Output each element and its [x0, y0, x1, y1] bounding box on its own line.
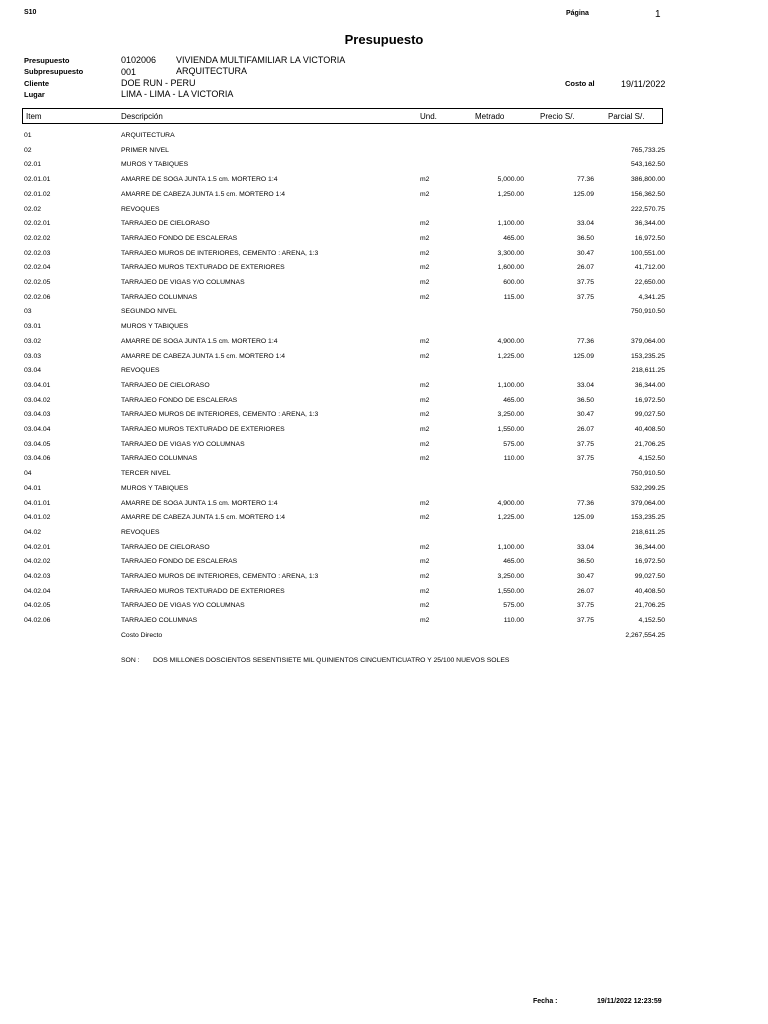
cell-metrado: 1,100.00 — [497, 543, 524, 551]
lugar-label: Lugar — [24, 90, 45, 99]
cell-parcial: 36,344.00 — [634, 543, 665, 551]
cell-metrado: 1,100.00 — [497, 220, 524, 228]
table-row — [0, 278, 768, 292]
cell-desc: AMARRE DE CABEZA JUNTA 1.5 cm. MORTERO 1:4 — [121, 352, 286, 360]
cell-parcial: 40,408.50 — [634, 426, 665, 433]
cell-item: 03.04.02 — [24, 396, 51, 404]
cell-und: m2 — [420, 337, 430, 345]
cell-parcial: 40,408.50 — [634, 587, 665, 595]
cell-precio: 30.47 — [576, 249, 594, 257]
cell-metrado: 5,000.00 — [497, 176, 524, 184]
subpresupuesto-label: Subpresupuesto — [24, 67, 84, 76]
table-row — [0, 381, 768, 395]
cell-metrado: 4,900.00 — [497, 337, 524, 345]
presupuesto-code: 0102006 — [121, 55, 157, 65]
cell-desc: AMARRE DE CABEZA JUNTA 1.5 cm. MORTERO 1:4 — [121, 190, 286, 198]
table-row — [0, 425, 768, 439]
cell-desc: REVOQUES — [121, 367, 160, 375]
cell-precio: 36.50 — [576, 234, 594, 242]
presupuesto-name: VIVIENDA MULTIFAMILIAR LA VICTORIA — [176, 55, 346, 65]
cell-desc: REVOQUES — [121, 205, 160, 213]
cell-parcial: 2,267,554.25 — [625, 631, 665, 639]
cell-item: 04.02.03 — [24, 573, 51, 580]
table-row — [0, 454, 768, 468]
cell-precio: 37.75 — [576, 293, 594, 301]
cell-und: m2 — [420, 220, 430, 228]
cell-und: m2 — [420, 190, 430, 198]
cell-desc: TARRAJEO MUROS DE INTERIORES, CEMENTO : ARENA, 1:3 — [121, 573, 319, 580]
cell-metrado: 3,250.00 — [497, 411, 524, 419]
table-row — [0, 249, 768, 263]
cell-desc: TARRAJEO FONDO DE ESCALERAS — [121, 558, 238, 566]
cell-item: 04.02.01 — [24, 543, 51, 551]
cell-item: 02.01.02 — [24, 190, 51, 198]
cell-metrado: 1,600.00 — [497, 264, 524, 272]
cell-parcial: 543,162.50 — [630, 161, 665, 169]
cell-desc: TARRAJEO COLUMNAS — [121, 293, 198, 301]
table-row — [0, 469, 768, 483]
cell-parcial: 153,235.25 — [630, 514, 665, 522]
table-row — [0, 146, 768, 160]
cell-metrado: 1,550.00 — [497, 426, 524, 433]
cell-precio: 30.47 — [576, 411, 594, 419]
cell-parcial: 765,733.25 — [630, 146, 665, 154]
cell-parcial: 36,344.00 — [634, 381, 665, 389]
system-code: S10 — [24, 9, 37, 16]
cell-und: m2 — [420, 249, 430, 257]
table-row — [0, 205, 768, 219]
cell-precio: 36.50 — [576, 396, 594, 404]
cell-item: 02.01.01 — [24, 176, 51, 184]
presupuesto-label: Presupuesto — [24, 56, 70, 65]
cell-parcial: 379,064.00 — [630, 337, 665, 345]
cell-parcial: 750,910.50 — [630, 308, 665, 316]
cell-precio: 125.09 — [573, 190, 594, 198]
cell-item: 03 — [24, 308, 32, 316]
son-label: SON : — [121, 657, 140, 664]
table-row — [0, 410, 768, 424]
col-precio: Precio S/. — [540, 112, 575, 121]
cell-metrado: 3,300.00 — [497, 249, 524, 257]
cell-parcial: 532,299.25 — [630, 484, 665, 492]
cell-parcial: 386,800.00 — [630, 176, 665, 184]
col-descripcion: Descripción — [121, 112, 163, 121]
cell-desc: TARRAJEO DE VIGAS Y/O COLUMNAS — [121, 279, 245, 286]
cell-precio: 37.75 — [576, 455, 594, 463]
lugar-value: LIMA - LIMA - LA VICTORIA — [121, 89, 234, 99]
table-row — [0, 440, 768, 454]
cell-metrado: 575.00 — [503, 440, 524, 448]
table-row — [0, 631, 768, 645]
table-header — [22, 108, 663, 124]
cell-desc: AMARRE DE SOGA JUNTA 1.5 cm. MORTERO 1:4 — [121, 499, 278, 507]
table-row — [0, 484, 768, 498]
table-row — [0, 337, 768, 351]
cell-parcial: 99,027.50 — [634, 411, 665, 419]
cell-precio: 26.07 — [576, 426, 594, 433]
cell-parcial: 4,152.50 — [638, 617, 665, 625]
cell-und: m2 — [420, 558, 430, 566]
table-row — [0, 190, 768, 204]
cell-precio: 37.75 — [576, 602, 594, 610]
cell-desc: SEGUNDO NIVEL — [121, 308, 177, 316]
cell-item: 04.02.05 — [24, 602, 51, 610]
cell-desc: MUROS Y TABIQUES — [121, 161, 189, 169]
table-row — [0, 513, 768, 527]
subpresupuesto-name: ARQUITECTURA — [176, 66, 248, 76]
cell-desc: TARRAJEO MUROS DE INTERIORES, CEMENTO : ARENA, 1:3 — [121, 249, 319, 257]
cell-desc: AMARRE DE SOGA JUNTA 1.5 cm. MORTERO 1:4 — [121, 176, 278, 184]
cell-precio: 33.04 — [576, 543, 594, 551]
cell-parcial: 16,972.50 — [634, 558, 665, 566]
cell-parcial: 22,650.00 — [634, 279, 665, 286]
cell-item: 03.03 — [24, 352, 42, 360]
cell-item: 04.02 — [24, 528, 42, 536]
cell-precio: 33.04 — [576, 381, 594, 389]
cell-parcial: 36,344.00 — [634, 220, 665, 228]
cell-desc: TARRAJEO COLUMNAS — [121, 617, 198, 625]
table-row — [0, 175, 768, 189]
cell-und: m2 — [420, 264, 430, 272]
table-row — [0, 293, 768, 307]
cell-precio: 36.50 — [576, 558, 594, 566]
table-row — [0, 572, 768, 586]
page-title: Presupuesto — [344, 32, 424, 47]
cell-parcial: 4,341.25 — [638, 293, 665, 301]
cell-und: m2 — [420, 455, 430, 463]
cell-item: 02 — [24, 146, 32, 154]
cell-precio: 30.47 — [576, 573, 594, 580]
cell-precio: 125.09 — [573, 514, 594, 522]
cell-precio: 26.07 — [576, 264, 594, 272]
cell-item: 04.02.02 — [24, 558, 51, 566]
costo-al-value: 19/11/2022 — [621, 79, 666, 89]
fecha-label: Fecha : — [533, 998, 558, 1005]
cell-parcial: 750,910.50 — [630, 470, 665, 478]
table-row — [0, 499, 768, 513]
cell-und: m2 — [420, 514, 430, 522]
cell-metrado: 1,250.00 — [497, 190, 524, 198]
cell-und: m2 — [420, 293, 430, 301]
cell-item: 02.02.04 — [24, 264, 51, 272]
cell-und: m2 — [420, 602, 430, 610]
cell-metrado: 4,900.00 — [497, 499, 524, 507]
cell-metrado: 3,250.00 — [497, 573, 524, 580]
cell-und: m2 — [420, 396, 430, 404]
cell-und: m2 — [420, 381, 430, 389]
cell-precio: 37.75 — [576, 279, 594, 286]
cell-item: 03.04.05 — [24, 440, 51, 448]
cell-metrado: 110.00 — [503, 455, 524, 463]
table-row — [0, 601, 768, 615]
cell-desc: TARRAJEO MUROS TEXTURADO DE EXTERIORES — [121, 264, 285, 272]
cell-desc: Costo Directo — [121, 631, 163, 639]
cell-parcial: 16,972.50 — [634, 234, 665, 242]
cell-parcial: 100,551.00 — [630, 249, 665, 257]
cell-desc: TARRAJEO MUROS DE INTERIORES, CEMENTO : ARENA, 1:3 — [121, 411, 319, 419]
cell-item: 03.04.01 — [24, 381, 51, 389]
cell-metrado: 575.00 — [503, 602, 524, 610]
cell-desc: TERCER NIVEL — [121, 470, 171, 478]
table-row — [0, 307, 768, 321]
page-label: Página — [566, 10, 589, 17]
costo-al-label: Costo al — [565, 79, 595, 88]
cell-und: m2 — [420, 352, 430, 360]
table-row — [0, 366, 768, 380]
cell-metrado: 600.00 — [503, 279, 524, 286]
cell-desc: MUROS Y TABIQUES — [121, 484, 189, 492]
cell-desc: ARQUITECTURA — [121, 132, 175, 139]
cell-desc: TARRAJEO FONDO DE ESCALERAS — [121, 234, 238, 242]
cell-und: m2 — [420, 573, 430, 580]
cell-precio: 77.36 — [576, 499, 594, 507]
cell-item: 04.01.02 — [24, 514, 51, 522]
cell-precio: 26.07 — [576, 587, 594, 595]
cell-desc: TARRAJEO DE VIGAS Y/O COLUMNAS — [121, 440, 245, 448]
table-row — [0, 219, 768, 233]
cell-precio: 125.09 — [573, 352, 594, 360]
cell-item: 04.02.06 — [24, 617, 51, 625]
cell-item: 03.04.04 — [24, 426, 51, 433]
cell-metrado: 465.00 — [503, 558, 524, 566]
cell-precio: 37.75 — [576, 617, 594, 625]
cell-desc: TARRAJEO DE VIGAS Y/O COLUMNAS — [121, 602, 245, 610]
cell-item: 03.02 — [24, 337, 42, 345]
cell-und: m2 — [420, 440, 430, 448]
cell-desc: TARRAJEO COLUMNAS — [121, 455, 198, 463]
cell-parcial: 41,712.00 — [634, 264, 665, 272]
cell-desc: TARRAJEO FONDO DE ESCALERAS — [121, 396, 238, 404]
cell-und: m2 — [420, 176, 430, 184]
table-row — [0, 160, 768, 174]
cell-parcial: 16,972.50 — [634, 396, 665, 404]
cell-desc: TARRAJEO MUROS TEXTURADO DE EXTERIORES — [121, 426, 285, 433]
cell-desc: REVOQUES — [121, 528, 160, 536]
cell-item: 02.02.06 — [24, 293, 51, 301]
cell-desc: TARRAJEO MUROS TEXTURADO DE EXTERIORES — [121, 587, 285, 595]
cliente-label: Cliente — [24, 79, 50, 88]
cell-item: 03.04 — [24, 367, 42, 375]
cell-desc: TARRAJEO DE CIELORASO — [121, 543, 210, 551]
cell-item: 01 — [24, 132, 32, 139]
cell-metrado: 1,225.00 — [497, 352, 524, 360]
table-row — [0, 352, 768, 366]
cell-parcial: 379,064.00 — [630, 499, 665, 507]
table-row — [0, 234, 768, 248]
cell-item: 04.01 — [24, 484, 42, 492]
cell-metrado: 465.00 — [503, 396, 524, 404]
cell-item: 03.01 — [24, 323, 42, 331]
cell-metrado: 1,225.00 — [497, 514, 524, 522]
subpresupuesto-code: 001 — [121, 67, 137, 77]
table-row — [0, 557, 768, 571]
table-row — [0, 263, 768, 277]
cell-desc: AMARRE DE CABEZA JUNTA 1.5 cm. MORTERO 1:4 — [121, 514, 286, 522]
cell-precio: 77.36 — [576, 176, 594, 184]
cell-parcial: 99,027.50 — [634, 573, 665, 580]
table-row — [0, 528, 768, 542]
cell-metrado: 1,100.00 — [497, 381, 524, 389]
cell-metrado: 1,550.00 — [497, 587, 524, 595]
col-parcial: Parcial S/. — [608, 112, 645, 121]
cell-precio: 77.36 — [576, 337, 594, 345]
cell-item: 02.02.03 — [24, 249, 51, 257]
cell-parcial: 218,611.25 — [631, 367, 665, 375]
col-und: Und. — [420, 112, 437, 121]
cell-item: 02.02.05 — [24, 279, 51, 286]
cell-item: 02.01 — [24, 161, 42, 169]
cell-parcial: 156,362.50 — [630, 190, 665, 198]
table-row — [0, 396, 768, 410]
table-row — [0, 322, 768, 336]
table-row — [0, 616, 768, 630]
cell-item: 04.01.01 — [24, 499, 51, 507]
cell-parcial: 4,152.50 — [638, 455, 665, 463]
cell-und: m2 — [420, 234, 430, 242]
cell-metrado: 465.00 — [503, 234, 524, 242]
cell-item: 03.04.03 — [24, 411, 51, 419]
cell-metrado: 115.00 — [503, 293, 524, 301]
cell-precio: 33.04 — [576, 220, 594, 228]
table-row — [0, 131, 768, 145]
cell-desc: AMARRE DE SOGA JUNTA 1.5 cm. MORTERO 1:4 — [121, 337, 278, 345]
cell-desc: MUROS Y TABIQUES — [121, 323, 189, 331]
cell-und: m2 — [420, 543, 430, 551]
table-row — [0, 587, 768, 601]
fecha-value: 19/11/2022 12:23:59 — [597, 998, 662, 1005]
cell-und: m2 — [420, 499, 430, 507]
cell-und: m2 — [420, 426, 430, 433]
cell-precio: 37.75 — [576, 440, 594, 448]
cell-item: 04.02.04 — [24, 587, 51, 595]
cell-und: m2 — [420, 279, 430, 286]
cell-und: m2 — [420, 411, 430, 419]
table-row — [0, 543, 768, 557]
cell-item: 02.02.01 — [24, 220, 51, 228]
cell-parcial: 218,611.25 — [631, 528, 665, 536]
son-text: DOS MILLONES DOSCIENTOS SESENTISIETE MIL QUINIENTOS CINCUENTICUATRO Y 25/100 NUEVOS SOLES — [153, 657, 510, 664]
cell-desc: PRIMER NIVEL — [121, 146, 169, 154]
page-number: 1 — [655, 9, 661, 20]
col-item: Item — [26, 112, 42, 121]
cell-parcial: 153,235.25 — [630, 352, 665, 360]
cell-und: m2 — [420, 587, 430, 595]
cliente-value: DOE RUN - PERU — [121, 78, 196, 88]
cell-item: 02.02.02 — [24, 234, 51, 242]
cell-parcial: 222,570.75 — [630, 205, 665, 213]
cell-und: m2 — [420, 617, 430, 625]
cell-item: 04 — [24, 470, 32, 478]
cell-parcial: 21,706.25 — [634, 440, 665, 448]
cell-metrado: 110.00 — [503, 617, 524, 625]
cell-desc: TARRAJEO DE CIELORASO — [121, 220, 210, 228]
cell-desc: TARRAJEO DE CIELORASO — [121, 381, 210, 389]
cell-item: 02.02 — [24, 205, 42, 213]
cell-item: 03.04.06 — [24, 455, 51, 463]
cell-parcial: 21,706.25 — [634, 602, 665, 610]
col-metrado: Metrado — [475, 112, 505, 121]
